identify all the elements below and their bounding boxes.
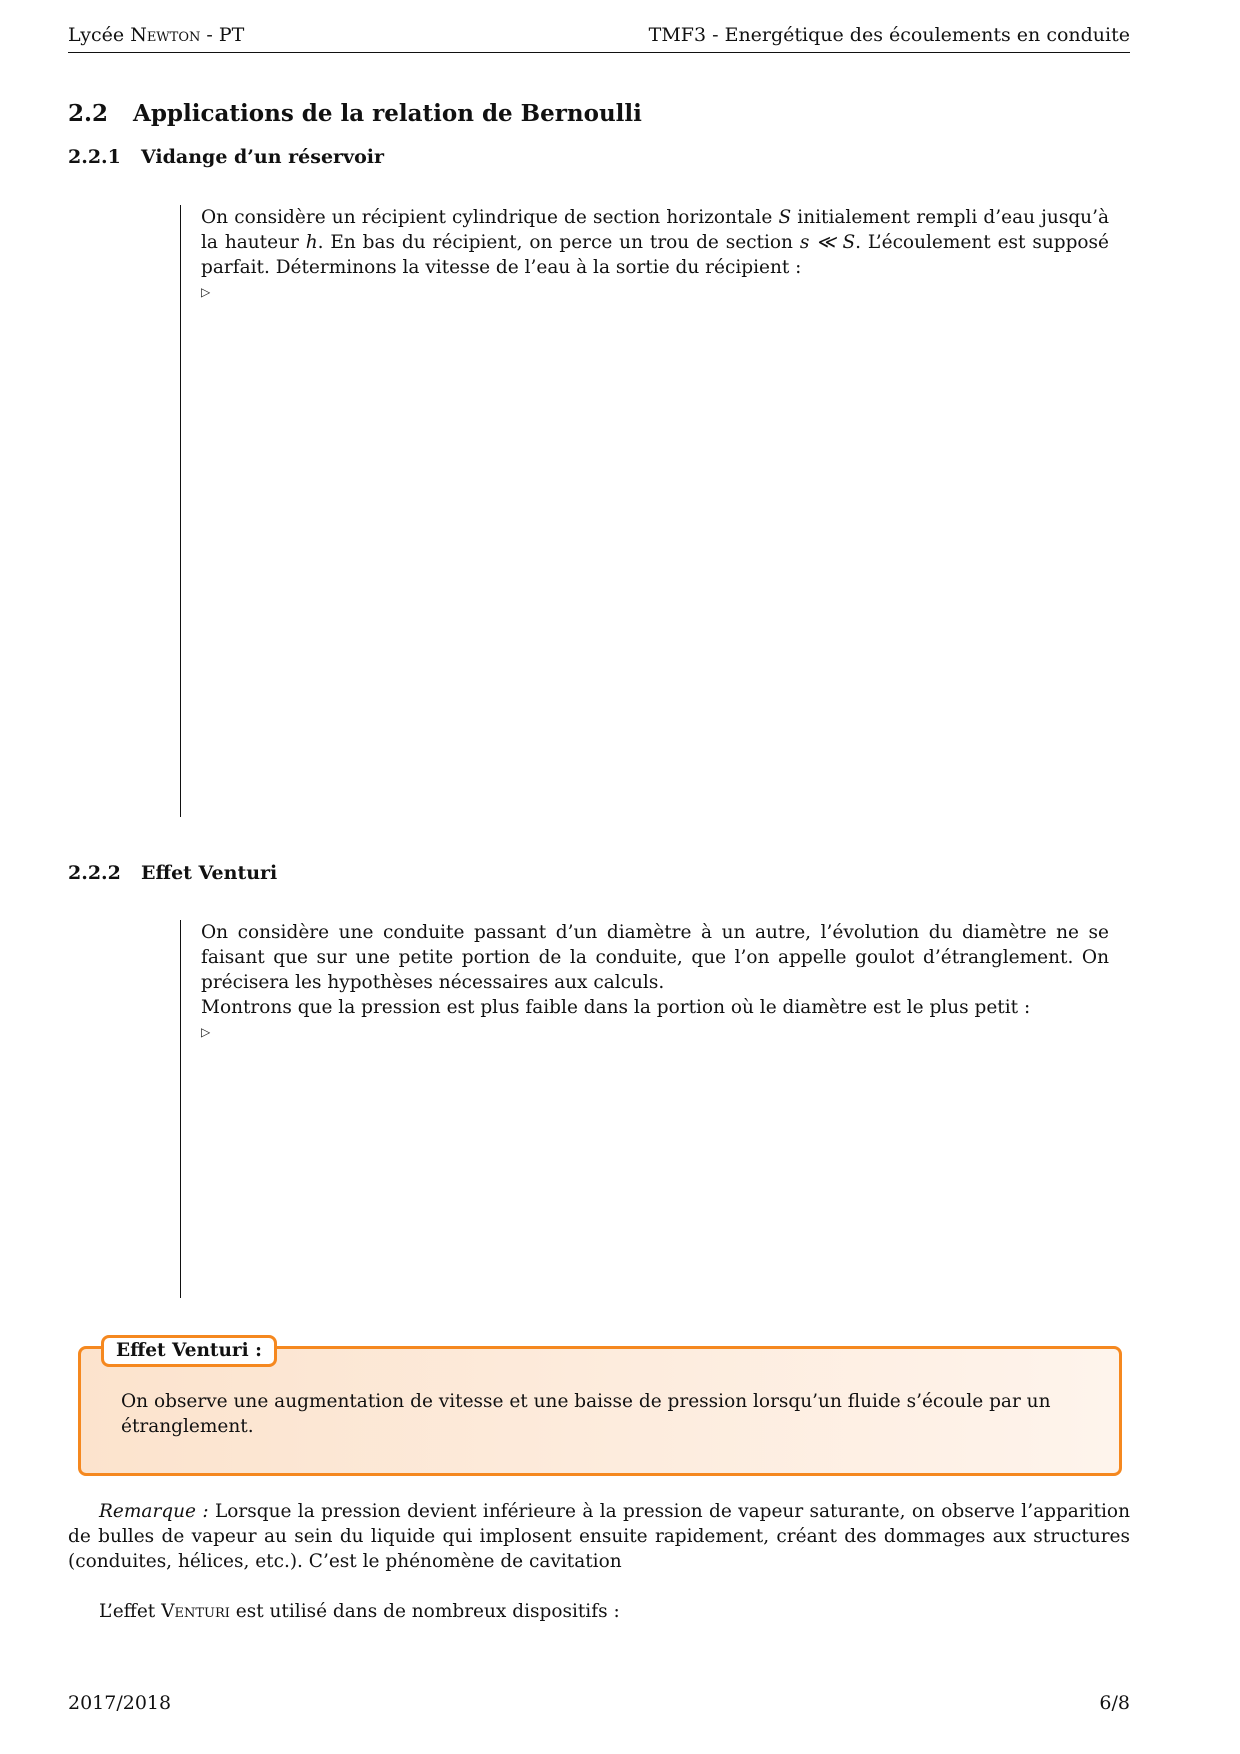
page-header: [68, 24, 1130, 53]
section-heading: [68, 100, 642, 127]
header-chapter: TMF3 - Energétique des écoulements en conduite: [648, 24, 1130, 46]
remark-paragraph: [68, 1499, 1130, 1574]
text-part: initialement rempli d’eau jusqu’à la hauteur: [201, 207, 1109, 253]
exercise-text-vidange: [201, 205, 1109, 280]
definition-box: [78, 1340, 1122, 1476]
subsection-title: Vidange d’un réservoir: [141, 146, 385, 168]
exercise-block-vidange: [180, 205, 1109, 817]
page-number: 6/8: [1099, 1692, 1130, 1714]
text-part: est utilisé dans de nombreux dispositifs :: [229, 1601, 620, 1622]
exercise-text-venturi-1: On considère une conduite passant d’un diamètre à un autre, l’évolution du diamètre ne se faisant que sur une petite portion de la conduite, que l’on appelle goulot d’étranglement. On précisera les hypothèses nécessaires aux calculs.: [201, 922, 1109, 993]
header-school-name: Newton: [130, 24, 201, 46]
subsection-heading-venturi: [68, 862, 277, 884]
subsection-number: 2.2.1: [68, 146, 121, 168]
venturi-usage-paragraph: [68, 1599, 1130, 1624]
exercise-text-venturi-2: Montrons que la pression est plus faible dans la portion où le diamètre est le plus petit :: [201, 997, 1031, 1018]
triangle-bullet-icon: ▷: [201, 285, 211, 299]
definition-title: Effet Venturi :: [101, 1335, 277, 1367]
math-inequality: s ≪ S: [799, 232, 856, 253]
text-part: On considère un récipient cylindrique de section horizontale: [201, 207, 779, 228]
remark-text: Lorsque la pression devient inférieure à la pression de vapeur saturante, on observe l’apparition de bulles de vapeur au sein du liquide qui implosent ensuite rapidement, créant des dommages aux structures (conduites, hélices, etc.). C’est le phénomène de cavitation: [68, 1501, 1130, 1572]
subsection-heading-vidange: [68, 146, 384, 168]
subsection-title: Effet Venturi: [141, 862, 278, 884]
text-part: L’effet: [99, 1601, 162, 1622]
header-school: [68, 24, 244, 46]
triangle-bullet-icon: ▷: [201, 1025, 211, 1039]
header-school-suffix: - PT: [200, 24, 245, 46]
subsection-number: 2.2.2: [68, 862, 121, 884]
remark-label: Remarque :: [99, 1501, 209, 1522]
section-title: Applications de la relation de Bernoulli: [133, 100, 642, 127]
section-number: 2.2: [68, 100, 109, 127]
definition-text: On observe une augmentation de vitesse et une baisse de pression lorsqu’un fluide s’écoule par un étranglement.: [121, 1391, 1051, 1437]
text-part: . En bas du récipient, on perce un trou de section: [317, 232, 800, 253]
text-part: . L’écoulement est supposé parfait. Déterminons la vitesse de l’eau à la sortie du récipient :: [201, 232, 1109, 278]
footer-year: 2017/2018: [68, 1692, 172, 1714]
exercise-block-venturi: [180, 920, 1109, 1298]
var-h: h: [305, 232, 318, 253]
var-S: S: [778, 207, 792, 228]
header-school-prefix: Lycée: [68, 24, 131, 46]
venturi-name: Venturi: [161, 1601, 230, 1622]
